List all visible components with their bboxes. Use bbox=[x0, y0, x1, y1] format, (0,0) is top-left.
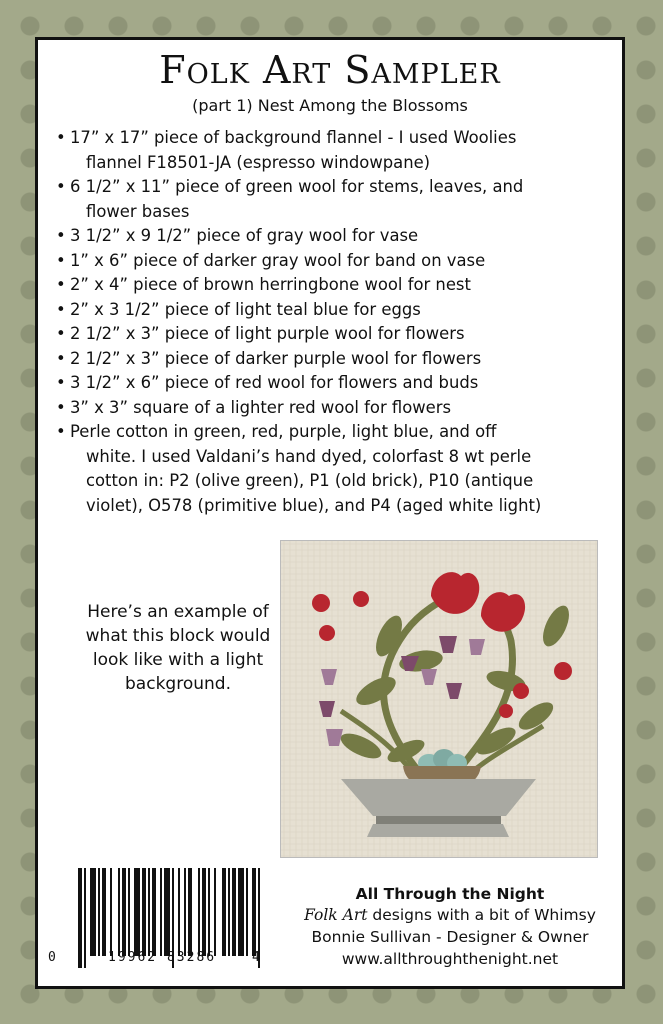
barcode-bar bbox=[228, 868, 230, 956]
supply-item: • 1” x 6” piece of darker gray wool for band on vase bbox=[56, 249, 616, 274]
pattern-title: Folk Art Sampler bbox=[159, 48, 501, 92]
barcode-bar bbox=[178, 868, 180, 956]
designer-line: Bonnie Sullivan - Designer & Owner bbox=[311, 928, 589, 946]
barcode-bar bbox=[198, 868, 200, 956]
barcode-bar bbox=[214, 868, 216, 956]
pattern-card bbox=[35, 37, 625, 989]
barcode-bar bbox=[184, 868, 186, 956]
company-info bbox=[300, 884, 600, 970]
supply-item: • 2 1/2” x 3” piece of light purple wool for flowers bbox=[56, 322, 616, 347]
supply-item: • 3” x 3” square of a lighter red wool for flowers bbox=[56, 396, 616, 421]
barcode-bar bbox=[202, 868, 206, 956]
supply-item: • 17” x 17” piece of background flannel - I used Woolies flannel F18501-JA (espresso windowpane) bbox=[56, 126, 616, 175]
barcode-bar bbox=[118, 868, 120, 956]
barcode-bar bbox=[232, 868, 236, 956]
barcode-bar bbox=[152, 868, 156, 956]
barcode-bar bbox=[222, 868, 226, 956]
barcode-bar bbox=[84, 868, 86, 968]
company-name: All Through the Night bbox=[355, 885, 545, 903]
barcode-bar bbox=[122, 868, 126, 956]
website-link[interactable]: www.allthroughthenight.net bbox=[341, 950, 559, 968]
supply-item: • 2 1/2” x 3” piece of darker purple wool for flowers bbox=[56, 347, 616, 372]
supply-item: • Perle cotton in green, red, purple, light blue, and off white. I used Valdani’s hand dyed, colorfast 8 wt perle cotton in: P2 (olive green), P1 (old brick), P10 (antique violet), O578 (primitive blue), and P4 (aged white light) bbox=[56, 420, 616, 518]
barcode-bar bbox=[98, 868, 100, 956]
barcode-bar bbox=[148, 868, 150, 956]
supply-item: • 3 1/2” x 6” piece of red wool for flowers and buds bbox=[56, 371, 616, 396]
barcode-digit-right: 4 bbox=[252, 950, 260, 965]
supply-item: • 2” x 3 1/2” piece of light teal blue for eggs bbox=[56, 298, 616, 323]
supply-list bbox=[56, 126, 616, 518]
pattern-subtitle: (part 1) Nest Among the Blossoms bbox=[192, 96, 468, 115]
barcode-bar bbox=[160, 868, 162, 956]
barcode-bar bbox=[188, 868, 192, 956]
barcode-bar bbox=[102, 868, 106, 956]
supply-item: • 2” x 4” piece of brown herringbone wool for nest bbox=[56, 273, 616, 298]
barcode-bar bbox=[90, 868, 96, 956]
quilt-block-image bbox=[280, 540, 598, 858]
barcode-bar bbox=[238, 868, 244, 956]
quilt-illustration bbox=[281, 541, 598, 858]
barcode-bar bbox=[128, 868, 130, 956]
barcode-bar bbox=[78, 868, 82, 968]
company-tagline: Folk Art designs with a bit of Whimsy bbox=[304, 906, 596, 924]
barcode-bar bbox=[208, 868, 210, 956]
barcode-bar bbox=[110, 868, 112, 956]
example-note: Here’s an example of what this block would look like with a light background. bbox=[85, 602, 271, 694]
barcode-bar bbox=[246, 868, 248, 956]
barcode-digit-left: 0 bbox=[48, 950, 56, 965]
barcode-digits-middle: 19962 83286 bbox=[108, 950, 217, 965]
supply-item: • 6 1/2” x 11” piece of green wool for stems, leaves, and flower bases bbox=[56, 175, 616, 224]
barcode-bar bbox=[142, 868, 146, 956]
barcode-bar bbox=[252, 868, 256, 956]
barcode-bar bbox=[164, 868, 170, 956]
supply-item: • 3 1/2” x 9 1/2” piece of gray wool for vase bbox=[56, 224, 616, 249]
barcode-bar bbox=[134, 868, 140, 956]
